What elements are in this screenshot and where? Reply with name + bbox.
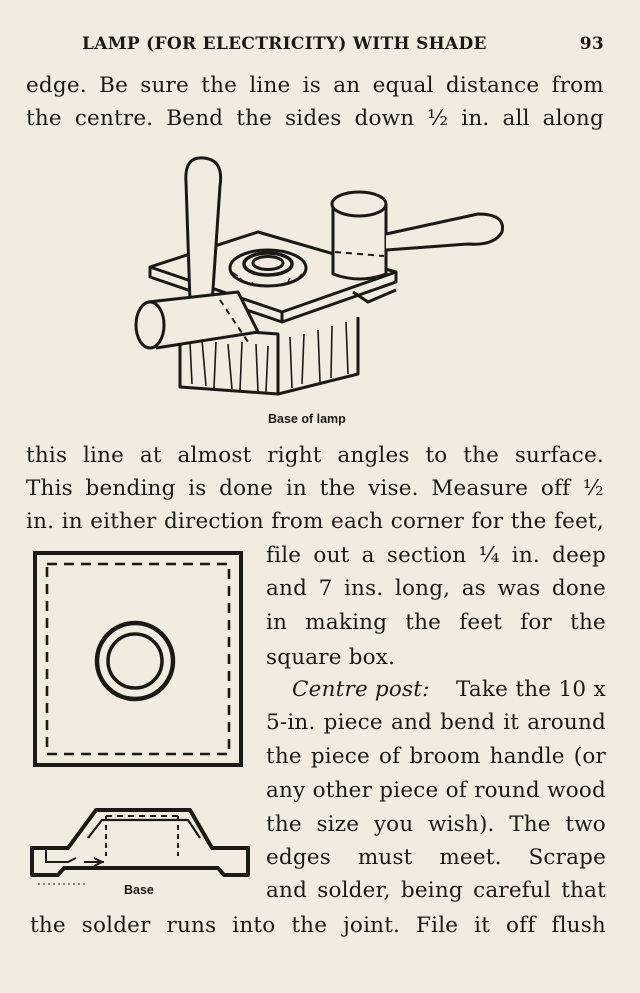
word: 5-in.: [266, 710, 316, 735]
word: the: [26, 106, 62, 131]
word: from: [271, 509, 324, 534]
word: file: [266, 543, 302, 568]
word: sure: [140, 73, 189, 98]
word: it: [503, 710, 520, 735]
word: down: [354, 106, 415, 131]
word: 7: [318, 576, 333, 601]
word: long,: [394, 576, 451, 601]
word: piece: [310, 744, 370, 769]
word: of: [445, 778, 467, 803]
word: any: [266, 778, 306, 803]
word: section: [386, 543, 467, 568]
word: handle: [489, 744, 565, 769]
word: in.: [511, 543, 540, 568]
text-line: [26, 443, 604, 468]
text-line: [266, 812, 606, 837]
word: line: [249, 73, 291, 98]
word: bend: [440, 710, 496, 735]
word: equal: [372, 73, 434, 98]
word: runs: [166, 913, 217, 938]
text-line: [266, 710, 606, 735]
word: Bend: [166, 106, 224, 131]
word: this: [26, 443, 68, 468]
word: in: [61, 509, 83, 534]
running-header: [82, 34, 604, 54]
word: edges: [266, 845, 332, 870]
word: the: [266, 812, 302, 837]
word: joint.: [343, 913, 401, 938]
text-line: [26, 106, 604, 131]
word: Scrape: [528, 845, 606, 870]
word: deep: [552, 543, 606, 568]
word: the: [291, 913, 328, 938]
word: to: [425, 443, 448, 468]
word: a: [361, 543, 375, 568]
word: was: [497, 576, 541, 601]
word: for: [471, 509, 504, 534]
word: ½: [582, 476, 604, 501]
word: the: [570, 610, 606, 635]
word: meet.: [439, 845, 502, 870]
word: edge.: [26, 73, 87, 98]
word: (or: [573, 744, 606, 769]
word: each: [331, 509, 384, 534]
word: careful: [473, 878, 552, 903]
word: and: [390, 710, 432, 735]
word: broom: [409, 744, 481, 769]
word: around: [527, 710, 606, 735]
word: the: [515, 677, 552, 702]
word: other: [312, 778, 373, 803]
page-number: 93: [579, 34, 604, 54]
word: the: [510, 509, 547, 534]
word: feet: [459, 610, 503, 635]
word: as: [461, 576, 486, 601]
word: the: [236, 106, 273, 131]
word: all: [502, 106, 530, 131]
word: in.: [461, 106, 490, 131]
word: round: [474, 778, 540, 803]
word: along: [542, 106, 604, 131]
word: solder,: [317, 878, 391, 903]
word: that: [561, 878, 606, 903]
word: done: [551, 576, 606, 601]
word: two: [565, 812, 606, 837]
word: being: [400, 878, 463, 903]
word: the: [30, 913, 66, 938]
text-line: [266, 878, 606, 903]
word: the: [201, 73, 238, 98]
word: and: [266, 576, 308, 601]
word: out: [313, 543, 350, 568]
word: x: [593, 677, 606, 702]
word: must: [357, 845, 413, 870]
text-line: [26, 73, 604, 98]
running-title: LAMP (FOR ELECTRICITY) WITH SHADE: [82, 34, 487, 54]
text-line: [292, 677, 606, 702]
text-line: [30, 913, 606, 938]
word: in: [285, 476, 307, 501]
word: This: [26, 476, 73, 501]
word: for: [520, 610, 552, 635]
word: the: [266, 744, 302, 769]
word: The: [509, 812, 551, 837]
word: is: [188, 476, 207, 501]
word: off: [540, 476, 571, 501]
word: solder: [81, 913, 151, 938]
text-line: [266, 744, 606, 769]
figure-caption-base-of-lamp: Base of lamp: [268, 412, 346, 426]
word: angles: [337, 443, 410, 468]
word: ¼: [478, 543, 500, 568]
word: almost: [177, 443, 252, 468]
text-line: [266, 576, 606, 601]
word: and: [266, 878, 308, 903]
word: bending: [85, 476, 176, 501]
word: ½: [427, 106, 449, 131]
word: in: [266, 610, 288, 635]
base-profile-illustration: [28, 800, 254, 890]
text-line: [266, 845, 606, 870]
word: in.: [26, 509, 55, 534]
word: making: [305, 610, 388, 635]
word: of: [378, 744, 401, 769]
word: from: [551, 73, 604, 98]
italic-label-centre-post: Centre post:: [292, 677, 430, 702]
word: distance: [445, 73, 540, 98]
word: you: [373, 812, 414, 837]
word: centre.: [74, 106, 154, 131]
word: either: [90, 509, 157, 534]
word: flush: [551, 913, 606, 938]
word: it: [474, 913, 491, 938]
word: at: [139, 443, 162, 468]
base-of-lamp-illustration: [128, 152, 508, 412]
word: right: [267, 443, 322, 468]
word: vise.: [368, 476, 419, 501]
word: ins.: [343, 576, 384, 601]
word: wood: [547, 778, 606, 803]
word: direction: [163, 509, 264, 534]
word: off: [506, 913, 536, 938]
text-line: [266, 610, 606, 635]
word: File: [416, 913, 459, 938]
word: size: [316, 812, 360, 837]
word: Be: [99, 73, 129, 98]
text-line: [266, 543, 606, 568]
word: surface.: [514, 443, 604, 468]
word: into: [232, 913, 276, 938]
text-span: square box.: [266, 645, 396, 670]
square-plan-illustration: [30, 548, 250, 772]
text-line: [266, 778, 606, 803]
word: Measure: [431, 476, 529, 501]
text-line: [26, 476, 604, 501]
word: line: [82, 443, 125, 468]
word: Take: [456, 677, 509, 702]
word: an: [333, 73, 361, 98]
word: feet,: [553, 509, 604, 534]
word: piece: [323, 710, 383, 735]
word: the: [319, 476, 356, 501]
text-line-rest: [456, 677, 606, 702]
text-line: [266, 645, 606, 670]
word: 10: [558, 677, 587, 702]
word: the: [463, 443, 500, 468]
word: sides: [285, 106, 342, 131]
word: done: [219, 476, 274, 501]
word: piece: [379, 778, 439, 803]
word: wish).: [428, 812, 495, 837]
word: is: [302, 73, 322, 98]
word: corner: [390, 509, 465, 534]
figure-caption-base: Base: [124, 883, 154, 897]
word: the: [405, 610, 442, 635]
text-line: [26, 509, 604, 534]
